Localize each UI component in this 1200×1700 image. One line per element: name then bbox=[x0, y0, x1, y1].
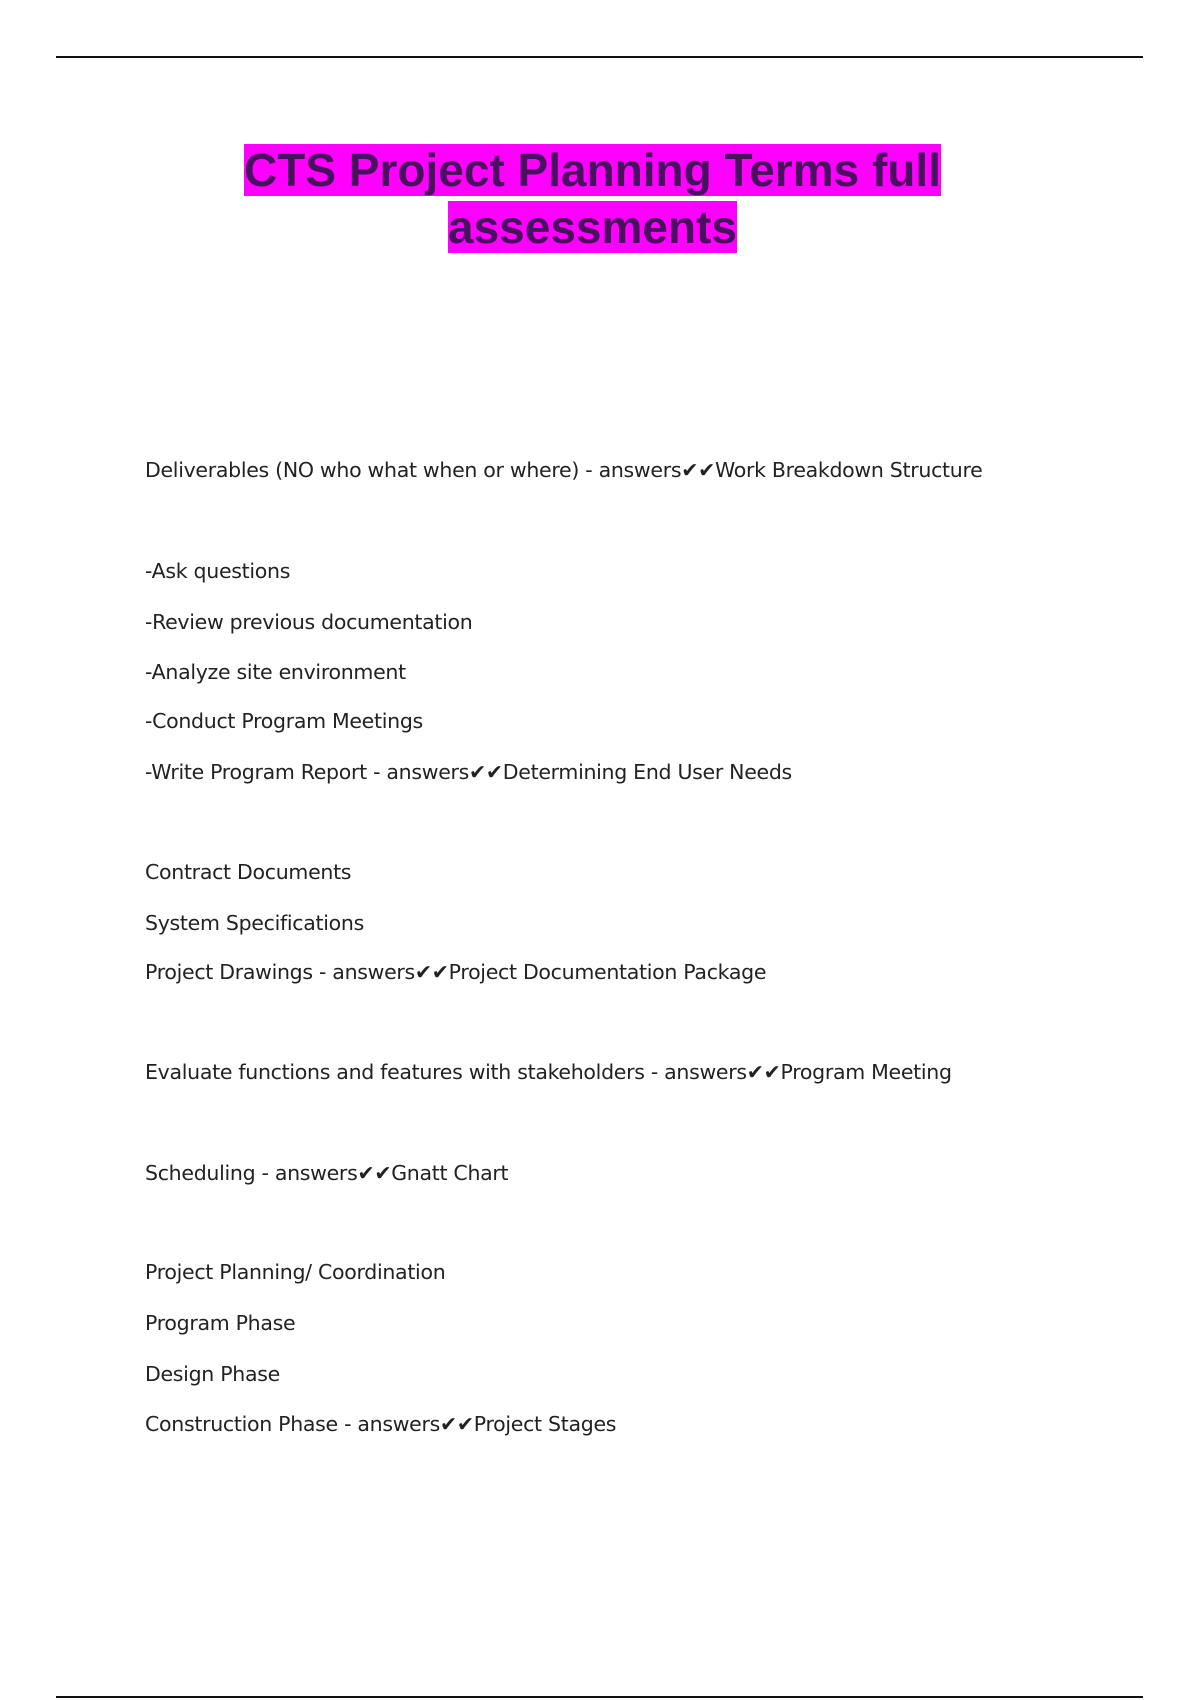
title-line-1: CTS Project Planning Terms full bbox=[244, 144, 941, 196]
term-line: Construction Phase - answers✔✔Project Stages bbox=[145, 1412, 617, 1436]
document-title bbox=[0, 142, 1185, 256]
title-line-2: assessments bbox=[448, 201, 737, 253]
term-line: Evaluate functions and features with stakeholders - answers✔✔Program Meeting bbox=[145, 1060, 952, 1084]
term-line: -Conduct Program Meetings bbox=[145, 709, 423, 733]
term-line: Scheduling - answers✔✔Gnatt Chart bbox=[145, 1161, 509, 1185]
term-line: Deliverables (NO who what when or where) - answers✔✔Work Breakdown Structure bbox=[145, 458, 983, 482]
top-rule bbox=[56, 56, 1143, 58]
term-line: -Ask questions bbox=[145, 559, 291, 583]
term-line: Program Phase bbox=[145, 1311, 296, 1335]
term-line: Contract Documents bbox=[145, 860, 352, 884]
bottom-rule bbox=[56, 1696, 1143, 1698]
term-line: Project Drawings - answers✔✔Project Documentation Package bbox=[145, 960, 767, 984]
term-line: Project Planning/ Coordination bbox=[145, 1260, 446, 1284]
term-line: -Analyze site environment bbox=[145, 660, 406, 684]
term-line: Design Phase bbox=[145, 1362, 280, 1386]
term-line: -Write Program Report - answers✔✔Determining End User Needs bbox=[145, 760, 792, 784]
term-line: System Specifications bbox=[145, 911, 364, 935]
term-line: -Review previous documentation bbox=[145, 610, 473, 634]
